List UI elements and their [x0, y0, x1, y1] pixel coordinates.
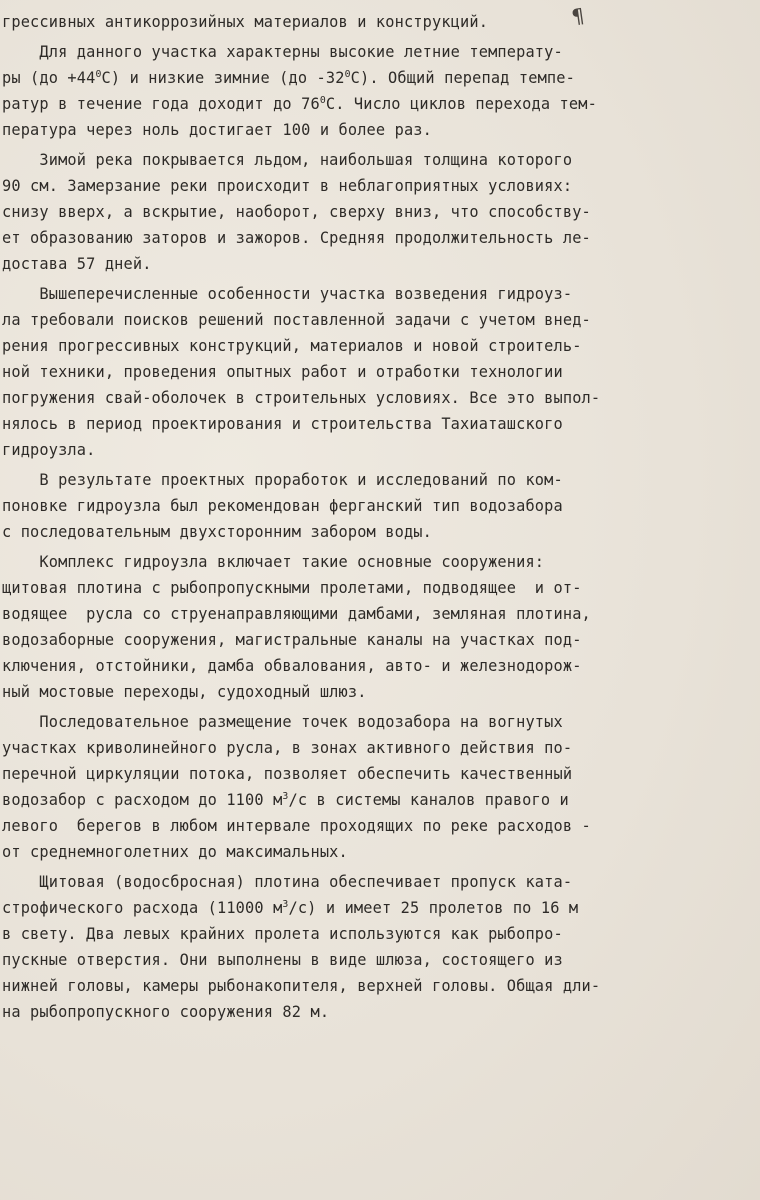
- superscript: 3: [282, 898, 289, 910]
- text-segment: /с) и имеет 25 пролетов по 16 м: [288, 899, 579, 917]
- text-segment: ной техники, проведения опытных работ и отработки технологии: [2, 363, 563, 381]
- text-segment: С. Число циклов перехода тем-: [325, 95, 597, 113]
- text-segment: ный мостовые переходы, судоходный шлюз.: [2, 683, 367, 701]
- superscript: 0: [319, 94, 326, 106]
- text-segment: на рыбопропускного сооружения 82 м.: [2, 1003, 330, 1021]
- text-segment: грессивных антикоррозийных материалов и конструкций.: [2, 13, 489, 31]
- text-segment: ла требовали поисков решений поставленной задачи с учетом внед-: [2, 311, 591, 329]
- text-line: [2, 764, 572, 784]
- text-segment: пускные отверстия. Они выполнены в виде шлюза, состоящего из: [2, 951, 563, 969]
- text-line: [2, 202, 591, 222]
- text-line: [2, 656, 582, 676]
- text-line: [2, 120, 432, 140]
- text-segment: погружения свай-оболочек в строительных условиях. Все это выпол-: [2, 389, 601, 407]
- text-line: [2, 604, 591, 624]
- text-segment: 90 см. Замерзание реки происходит в неблагоприятных условиях:: [2, 177, 573, 195]
- text-line: [2, 578, 582, 598]
- text-line: [2, 254, 152, 274]
- text-segment: ключения, отстойники, дамба обвалования, авто- и железнодорож-: [2, 657, 582, 675]
- text-segment: С) и низкие зимние (до -32: [101, 69, 345, 87]
- text-line: [2, 712, 563, 732]
- text-segment: водозаборные сооружения, магистральные каналы на участках под-: [2, 631, 582, 649]
- text-line: [2, 816, 591, 836]
- text-segment: водящее русла со струенаправляющими дамбами, земляная плотина,: [2, 605, 591, 623]
- text-line: [2, 496, 563, 516]
- text-line: [2, 738, 572, 758]
- text-segment: С). Общий перепад темпе-: [350, 69, 575, 87]
- text-segment: левого берегов в любом интервале проходящих по реке расходов -: [2, 817, 591, 835]
- text-line: [2, 898, 578, 918]
- text-segment: Зимой река покрывается льдом, наибольшая толщина которого: [2, 151, 573, 169]
- text-segment: гидроузла.: [2, 441, 96, 459]
- text-segment: нижней головы, камеры рыбонакопителя, верхней головы. Общая дли-: [2, 977, 601, 995]
- text-line: [2, 388, 600, 408]
- text-line: [2, 284, 572, 304]
- text-line: [2, 790, 569, 810]
- corner-mark: ¶: [570, 3, 586, 29]
- text-line: [2, 42, 563, 62]
- text-segment: поновке гидроузла был рекомендован ферганский тип водозабора: [2, 497, 563, 515]
- text-line: [2, 12, 488, 32]
- text-segment: ратур в течение года доходит до 76: [2, 95, 320, 113]
- text-line: [2, 68, 575, 88]
- text-line: [2, 414, 563, 434]
- text-segment: Комплекс гидроузла включает такие основные сооружения:: [2, 553, 545, 571]
- text-segment: снизу вверх, а вскрытие, наоборот, сверху вниз, что способству-: [2, 203, 591, 221]
- text-line: [2, 362, 563, 382]
- superscript: 0: [95, 68, 102, 80]
- text-segment: В результате проектных проработок и исследований по ком-: [2, 471, 563, 489]
- text-segment: в свету. Два левых крайних пролета используются как рыбопро-: [2, 925, 563, 943]
- text-line: [2, 1002, 329, 1022]
- text-line: [2, 682, 367, 702]
- text-segment: Щитовая (водосбросная) плотина обеспечивает пропуск ката-: [2, 873, 573, 891]
- text-segment: с последовательным двухсторонним забором воды.: [2, 523, 432, 541]
- text-line: [2, 94, 597, 114]
- text-segment: /с в системы каналов правого и: [288, 791, 569, 809]
- text-line: [2, 630, 582, 650]
- text-line: [2, 150, 572, 170]
- superscript: 0: [344, 68, 351, 80]
- text-segment: водозабор с расходом до 1100 м: [2, 791, 283, 809]
- text-segment: от среднемноголетних до максимальных.: [2, 843, 348, 861]
- text-line: [2, 950, 563, 970]
- text-line: [2, 310, 591, 330]
- text-line: [2, 842, 348, 862]
- superscript: 3: [282, 790, 289, 802]
- text-segment: перечной циркуляции потока, позволяет обеспечить качественный: [2, 765, 573, 783]
- text-line: [2, 552, 544, 572]
- text-line: [2, 470, 563, 490]
- text-segment: щитовая плотина с рыбопропускными пролетами, подводящее и от-: [2, 579, 582, 597]
- text-line: [2, 924, 563, 944]
- text-segment: строфического расхода (11000 м: [2, 899, 283, 917]
- text-segment: Для данного участка характерны высокие летние температу-: [2, 43, 563, 61]
- text-line: [2, 336, 582, 356]
- text-segment: ет образованию заторов и зажоров. Средняя продолжительность ле-: [2, 229, 591, 247]
- text-segment: Последовательное размещение точек водозабора на вогнутых: [2, 713, 563, 731]
- text-line: [2, 872, 572, 892]
- text-segment: участках криволинейного русла, в зонах активного действия по-: [2, 739, 573, 757]
- text-line: [2, 176, 572, 196]
- text-segment: пература через ноль достигает 100 и более раз.: [2, 121, 432, 139]
- text-segment: нялось в период проектирования и строительства Тахиаташского: [2, 415, 563, 433]
- text-line: [2, 228, 591, 248]
- text-segment: достава 57 дней.: [2, 255, 152, 273]
- text-line: [2, 440, 95, 460]
- text-line: [2, 976, 600, 996]
- text-segment: Вышеперечисленные особенности участка возведения гидроуз-: [2, 285, 573, 303]
- text-line: [2, 522, 432, 542]
- text-segment: ры (до +44: [2, 69, 96, 87]
- text-segment: рения прогрессивных конструкций, материалов и новой строитель-: [2, 337, 582, 355]
